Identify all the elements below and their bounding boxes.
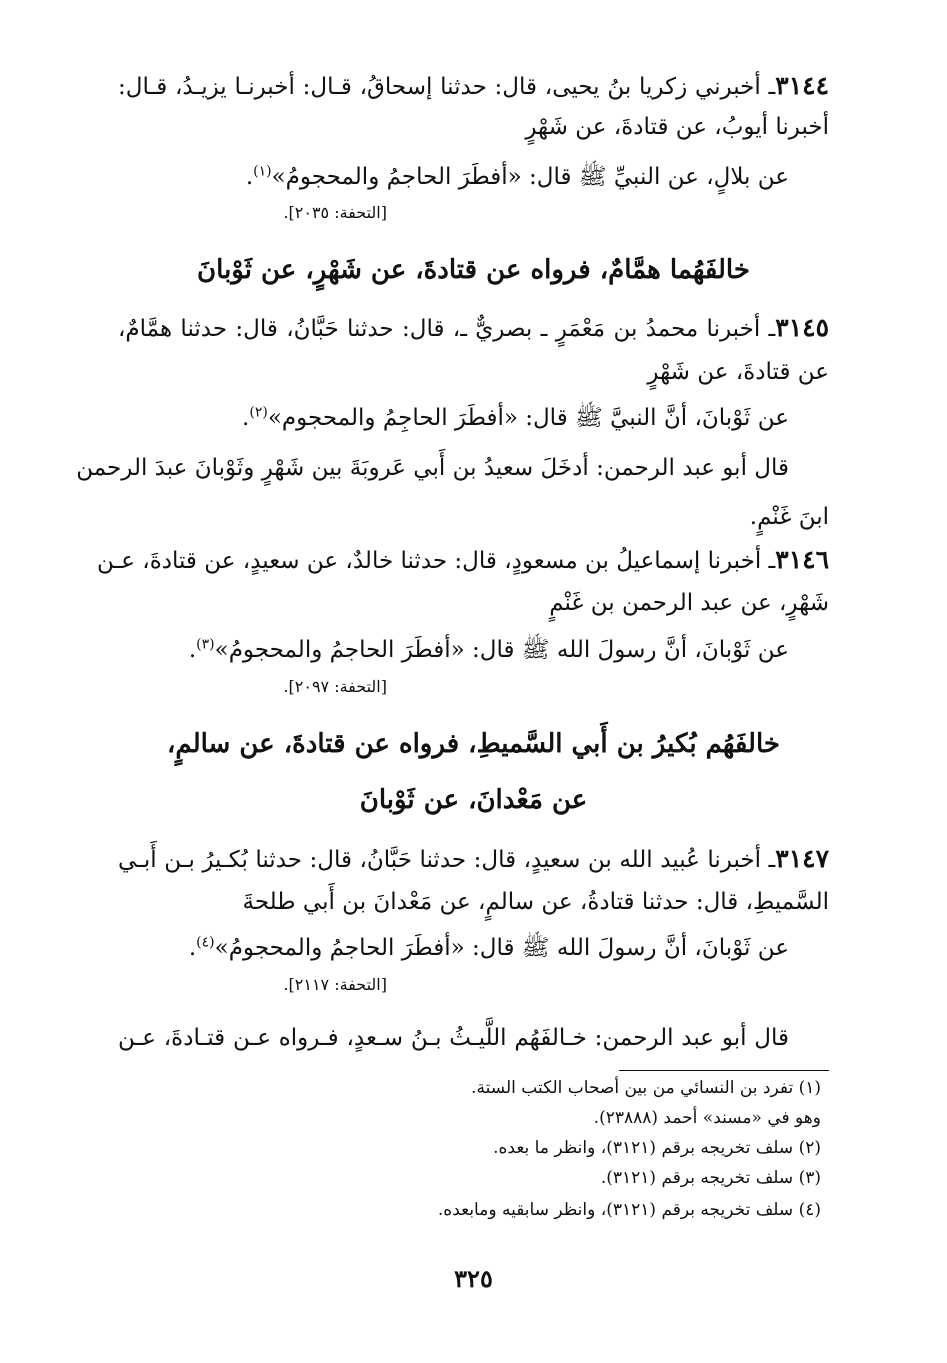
hadith-3145-comment-line-2: ابنَ غَنْمٍ. xyxy=(749,504,829,530)
hadith-3146-text-1: ـ أخبرنا إسماعيلُ بن مسعودٍ، قال: حدثنا خالدٌ، عن سعيدٍ، عن قتادةَ، عـن xyxy=(96,548,776,574)
footnote-ref-3: (٣) xyxy=(196,636,215,653)
period: . xyxy=(245,164,254,190)
hadith-3145-line-2: عن قتادةَ، عن شَهْرٍ xyxy=(647,359,829,385)
section-heading-2-line-2: عن مَعْدانَ، عن ثَوْبانَ xyxy=(359,785,588,815)
period: . xyxy=(242,405,250,431)
closing-line: قال أبو عبد الرحمن: خـالفَهُم اللَّيـثُ بـنُ سـعدٍ، فـرواه عـن قتـادةَ، عـن xyxy=(118,1025,789,1051)
hadith-3147-matn: عن ثَوْبانَ، أنَّ رسولَ الله ﷺ قال: «أفطَرَ الحاجمُ والمحجومُ» xyxy=(214,935,789,961)
hadith-3146-line-3 xyxy=(118,630,789,670)
hadith-3147-line-1 xyxy=(118,839,829,880)
footnote-3: (٣) سلف تخريجه برقم (٣١٢١). xyxy=(600,1168,821,1188)
section-heading-1: خالفَهُما همَّامٌ، فرواه عن قتادةَ، عن شَهْرٍ، عن ثَوْبانَ xyxy=(197,255,750,285)
hadith-3145-matn: عن ثَوْبانَ، أنَّ النبيَّ ﷺ قال: «أفطَرَ الحاجِمُ والمحجوم» xyxy=(267,405,789,431)
footnote-4: (٤) سلف تخريجه برقم (٣١٢١)، وانظر سابقيه ومابعده. xyxy=(437,1200,821,1220)
hadith-3144-text-1: ـ أخبرني زكريا بنُ يحيى، قال: حدثنا إسحاقُ، قـال: أخبرنـا يزيـدُ، قـال: xyxy=(118,74,776,100)
hadith-number-3144: ٣١٤٤ xyxy=(775,71,829,100)
period: . xyxy=(188,637,197,663)
tuhfa-reference-3144: [التحفة: ٢٠٣٥]. xyxy=(283,203,387,222)
hadith-3146-line-2: شَهْرٍ، عن عبد الرحمن بن غَنْمٍ xyxy=(549,590,829,616)
hadith-number-3146: ٣١٤٦ xyxy=(775,545,829,574)
footnote-1-continued: وهو في «مسند» أحمد (٢٣٨٨٨). xyxy=(593,1108,821,1128)
tuhfa-reference-3147: [التحفة: ٢١١٧]. xyxy=(283,975,387,994)
hadith-3145-text-1: ـ أخبرنا محمدُ بن مَعْمَرٍ ـ بصريٌّ ـ، قال: حدثنا حَبَّانُ، قال: حدثنا همَّامٌ، xyxy=(118,316,776,342)
hadith-3145-comment-line-1: قال أبو عبد الرحمن: أدخَلَ سعيدُ بن أَبي عَروبَةَ بين شَهْرٍ وثَوْبانَ عبدَ الرحمن xyxy=(76,455,789,481)
footnote-2: (٢) سلف تخريجه برقم (٣١٢١)، وانظر ما بعده. xyxy=(493,1138,821,1158)
hadith-3145-line-1 xyxy=(118,308,829,349)
hadith-3144-line-2: أخبرنا أيوبُ، عن قتادةَ، عن شَهْرٍ xyxy=(525,114,829,140)
footnote-separator xyxy=(619,1070,829,1071)
hadith-3144-line-1 xyxy=(118,66,829,107)
period: . xyxy=(188,935,197,961)
page-number: ٣٢٥ xyxy=(454,1264,493,1293)
tuhfa-reference-3146: [التحفة: ٢٠٩٧]. xyxy=(283,677,387,696)
footnote-ref-2: (٢) xyxy=(249,404,268,421)
section-heading-2-line-1: خالفَهُم بُكيرُ بن أَبي السَّميطِ، فرواه عن قتادةَ، عن سالمٍ، xyxy=(167,729,780,759)
footnote-1: (١) تفرد بن النسائي من بين أصحاب الكتب الستة. xyxy=(471,1078,821,1098)
hadith-3146-matn: عن ثَوْبانَ، أنَّ رسولَ الله ﷺ قال: «أفطَرَ الحاجمُ والمحجومُ» xyxy=(214,637,789,663)
hadith-3147-text-1: ـ أخبرنا عُبيد الله بن سعيدٍ، قال: حدثنا حَبَّانُ، قال: حدثنا بُكـيرُ بـن أَبـي xyxy=(118,847,776,873)
hadith-number-3147: ٣١٤٧ xyxy=(775,844,829,873)
hadith-3144-matn: عن بلالٍ، عن النبيِّ ﷺ قال: «أفطَرَ الحاجمُ والمحجومُ» xyxy=(271,164,789,190)
hadith-3147-line-2: السَّميطِ، قال: حدثنا قتادةُ، عن سالمٍ، عن مَعْدانَ بن أَبي طلحةَ xyxy=(242,889,829,915)
hadith-3147-line-3 xyxy=(118,928,789,968)
hadith-3145-line-3 xyxy=(118,398,789,438)
hadith-3144-line-3 xyxy=(118,157,789,197)
footnote-ref-4: (٤) xyxy=(196,934,215,951)
footnote-ref-1: (١) xyxy=(253,163,272,180)
hadith-3146-line-1 xyxy=(96,540,829,581)
hadith-number-3145: ٣١٤٥ xyxy=(775,313,829,342)
